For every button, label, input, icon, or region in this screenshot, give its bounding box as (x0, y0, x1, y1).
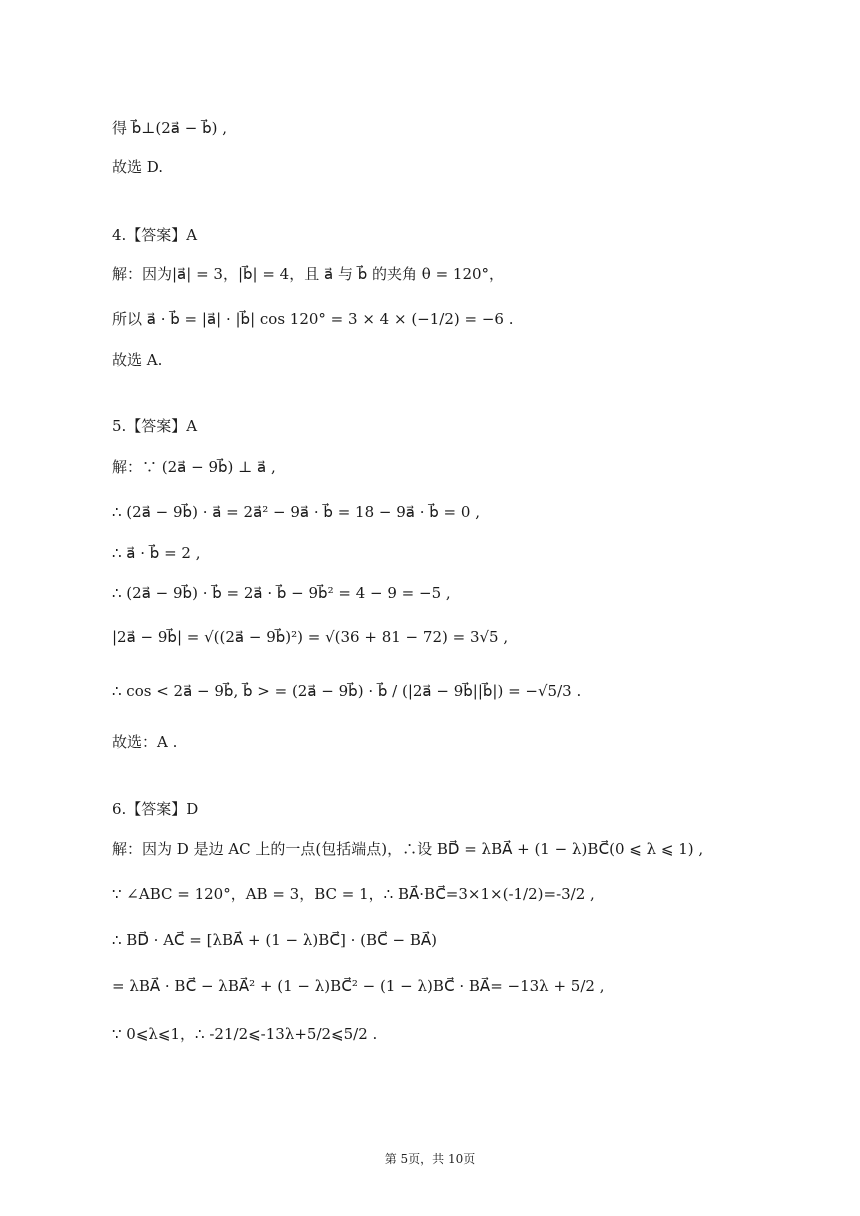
page-footer: 第 5页，共 10页 (384, 1152, 476, 1166)
text-line: 得 b⃗⊥(2a⃗ − b⃗) , (112, 119, 227, 137)
text-line: 故选 A. (112, 351, 163, 369)
answer-heading: 5.【答案】A (112, 417, 198, 435)
text-line: ∴ BD⃗ · AC⃗ = [λBA⃗ + (1 − λ)BC⃗] · (BC⃗ − BA⃗) (112, 931, 438, 949)
text-line: 故选 D. (112, 158, 164, 176)
text-line: ∴ (2a⃗ − 9b⃗) · b⃗ = 2a⃗ · b⃗ − 9b⃗² = 4 − 9 = −5 , (112, 584, 451, 602)
text-line: 解：因为|a⃗| = 3，|b⃗| = 4，且 a⃗ 与 b⃗ 的夹角 θ = 120°， (112, 265, 505, 283)
text-line: = λBA⃗ · BC⃗ − λBA⃗² + (1 − λ)BC⃗² − (1 − λ)BC⃗ · BA⃗= −13λ + 5/2 , (112, 977, 605, 995)
text-line: ∴ a⃗ · b⃗ = 2 , (112, 544, 201, 562)
answer-heading: 6.【答案】D (112, 800, 199, 818)
text-line: 解：∵ (2a⃗ − 9b⃗) ⊥ a⃗ , (112, 458, 276, 476)
text-line: ∵ 0⩽λ⩽1，∴ -21/2⩽-13λ+5/2⩽5/2 . (112, 1025, 378, 1043)
text-line: ∴ cos < 2a⃗ − 9b⃗, b⃗ > = (2a⃗ − 9b⃗) · b⃗ / (|2a⃗ − 9b⃗||b⃗|) = −√5/3 . (112, 682, 582, 700)
text-line: ∵ ∠ABC = 120°，AB = 3，BC = 1，∴ BA⃗·BC⃗=3×1×(-1/2)=-3/2 , (112, 885, 595, 903)
text-line: ∴ (2a⃗ − 9b⃗) · a⃗ = 2a⃗² − 9a⃗ · b⃗ = 18 − 9a⃗ · b⃗ = 0 , (112, 503, 480, 521)
text-line: 故选：A . (112, 733, 178, 751)
text-line: 解：因为 D 是边 AC 上的一点(包括端点)，∴设 BD⃗ = λBA⃗ + (1 − λ)BC⃗(0 ⩽ λ ⩽ 1) , (112, 840, 704, 858)
answer-heading: 4.【答案】A (112, 226, 198, 244)
text-line: 所以 a⃗ · b⃗ = |a⃗| · |b⃗| cos 120° = 3 × 4 × (−1/2) = −6 . (112, 310, 514, 328)
text-line: |2a⃗ − 9b⃗| = √((2a⃗ − 9b⃗)²) = √(36 + 81 − 72) = 3√5 , (112, 628, 509, 646)
